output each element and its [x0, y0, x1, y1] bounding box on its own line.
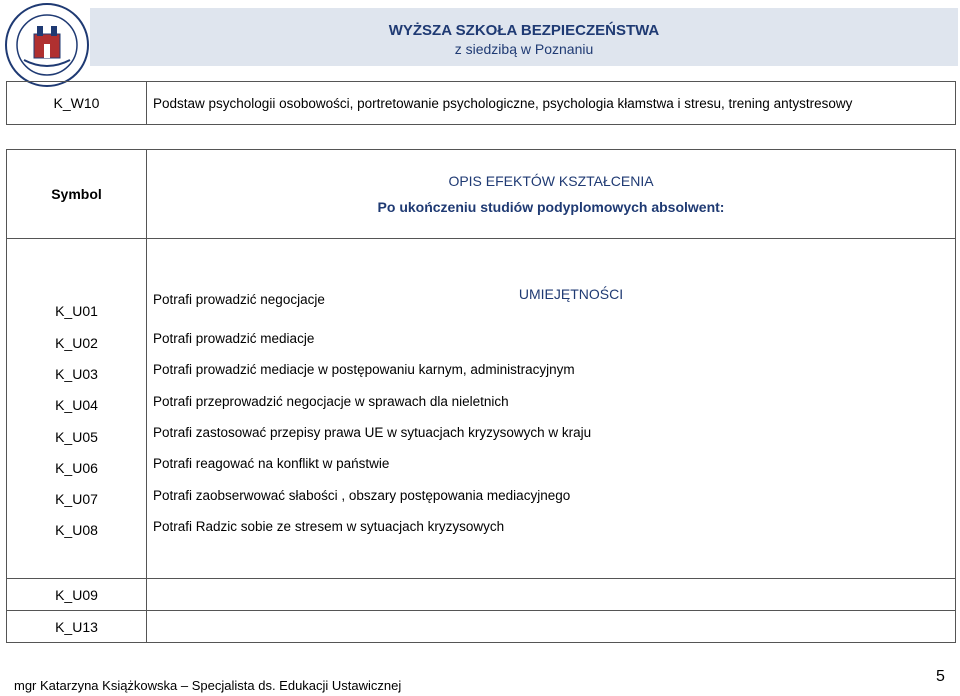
list-item: Potrafi zastosować przepisy prawa UE w sytuacjach kryzysowych w kraju	[153, 425, 592, 440]
symbol-item: K_U07	[55, 491, 98, 508]
symbol-item: K_U05	[55, 428, 98, 445]
symbol-list	[7, 270, 146, 546]
list-item: Potrafi zaobserwować słabości , obszary postępowania mediacyjnego	[153, 487, 571, 503]
skills-table	[6, 149, 956, 643]
school-logo	[4, 2, 90, 88]
header-band	[90, 8, 958, 66]
symbol-cell: K_U09	[7, 579, 147, 611]
school-name: WYŻSZA SZKOŁA BEZPIECZEŃSTWA	[388, 22, 660, 39]
symbol-cell: K_U13	[7, 611, 147, 643]
table-row	[7, 82, 956, 125]
table-row	[7, 239, 956, 579]
description-cell	[147, 611, 956, 643]
section-title: UMIEJĘTNOŚCI	[518, 285, 624, 302]
symbol-cell: K_W10	[7, 82, 147, 125]
school-location: z siedzibą w Poznaniu	[454, 41, 594, 57]
opis-title: OPIS EFEKTÓW KSZTAŁCENIA	[448, 173, 654, 189]
description-list	[147, 292, 955, 542]
symbol-list-cell	[7, 239, 147, 579]
description-cell	[147, 579, 956, 611]
table-row	[7, 579, 956, 611]
table-row	[7, 611, 956, 643]
page-number: 5	[936, 668, 945, 685]
symbol-item: K_U08	[55, 522, 98, 539]
symbol-item: K_U06	[55, 459, 98, 476]
opis-header	[147, 150, 956, 239]
list-item: Potrafi przeprowadzić negocjacje w sprawach dla nieletnich	[153, 393, 509, 409]
symbol-item: K_U01	[55, 303, 98, 320]
list-item: Potrafi reagować na konflikt w państwie	[153, 456, 390, 472]
footer-author: mgr Katarzyna Książkowska – Specjalista ds. Edukacji Ustawicznej	[14, 678, 402, 693]
symbol-item: K_U04	[55, 397, 98, 414]
symbol-item: K_U03	[55, 365, 98, 382]
description-cell: Podstaw psychologii osobowości, portretowanie psychologiczne, psychologia kłamstwa i stresu, trening antystresowy	[147, 82, 956, 125]
knowledge-row-table	[6, 81, 956, 125]
description-list-cell	[147, 239, 956, 579]
list-item: Potrafi Radzic sobie ze stresem w sytuacjach kryzysowych	[153, 518, 505, 534]
list-item: Potrafi prowadzić mediacje	[153, 331, 315, 347]
opis-subtitle: Po ukończeniu studiów podyplomowych absolwent:	[377, 199, 725, 215]
symbol-header: Symbol	[7, 150, 147, 239]
table-header-row	[7, 150, 956, 239]
list-item: Potrafi prowadzić negocjacje	[153, 291, 325, 307]
list-item: Potrafi prowadzić mediacje w postępowaniu karnym, administracyjnym	[153, 362, 575, 378]
symbol-item: K_U02	[55, 334, 98, 351]
